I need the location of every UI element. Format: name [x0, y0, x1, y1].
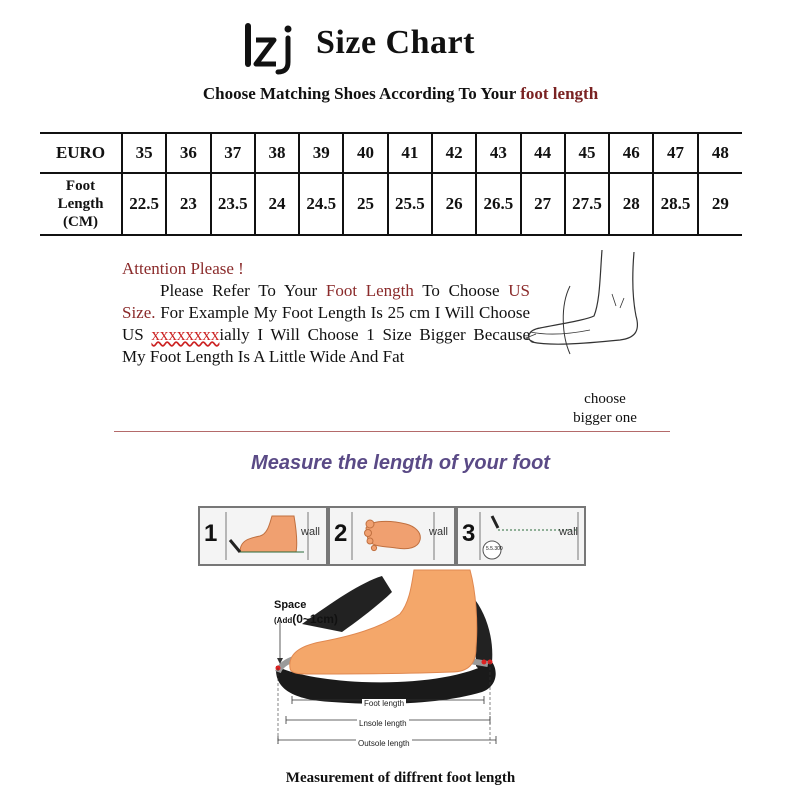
foot-length-row	[40, 173, 742, 235]
foot-length-measure-label: Foot length	[364, 699, 405, 708]
measure-step-2	[328, 506, 456, 566]
step-2-wall-label: wall	[429, 526, 448, 538]
foot-length-label-1: Foot	[65, 178, 96, 194]
foot-length-label	[40, 173, 122, 235]
foot-length-label-2: Length	[57, 196, 104, 212]
euro-size-cell: 37	[211, 133, 255, 173]
choose-note-line-1: choose	[584, 391, 626, 407]
measure-heading: Measure the length of your foot	[251, 452, 550, 474]
foot-length-label-3: (CM)	[63, 214, 98, 230]
attention-redacted: xxxxxxxx	[151, 325, 220, 344]
euro-size-cell: 40	[343, 133, 387, 173]
foot-length-cell: 29	[698, 173, 742, 235]
step-3-wall-label: wall	[559, 526, 578, 538]
foot-length-cell: 24.5	[299, 173, 343, 235]
step-2-number: 2	[334, 520, 348, 547]
foot-length-cell: 23.5	[211, 173, 255, 235]
step-3-badge: 5.5.300	[486, 546, 503, 552]
attention-text-1: Please Refer To Your	[160, 281, 318, 300]
choose-note-line-2: bigger one	[573, 410, 637, 426]
euro-size-cell: 36	[166, 133, 210, 173]
attention-text-4: ially I Will Choose 1 Size Bigger Because My Foot Length Is A Little Wide And Fat	[122, 325, 530, 366]
foot-length-cell: 24	[255, 173, 299, 235]
foot-length-cell: 28	[609, 173, 653, 235]
euro-size-cell: 44	[521, 133, 565, 173]
euro-size-cell: 35	[122, 133, 166, 173]
shoe-measurement-diagram	[262, 562, 512, 762]
step-3-number: 3	[462, 520, 476, 547]
subtitle	[0, 84, 801, 104]
step-1-number: 1	[204, 520, 218, 547]
section-divider	[114, 431, 670, 432]
foot-length-cell: 26.5	[476, 173, 520, 235]
diagram-caption: Measurement of diffrent foot length	[285, 770, 516, 786]
euro-row	[40, 133, 742, 173]
euro-size-cell: 43	[476, 133, 520, 173]
space-label: Space	[274, 599, 307, 611]
attention-text-3: For Example My Foot Length Is 25 cm I Will Choose US	[122, 303, 530, 344]
attention-heading: Attention Please !	[122, 259, 244, 278]
insole-length-measure-label: Lnsole length	[359, 719, 407, 728]
euro-size-cell: 39	[299, 133, 343, 173]
foot-length-cell: 27.5	[565, 173, 609, 235]
foot-length-cell: 28.5	[653, 173, 697, 235]
step-1-wall-label: wall	[301, 526, 320, 538]
euro-label: EURO	[40, 133, 122, 173]
space-add-label	[274, 612, 338, 626]
foot-length-cell: 22.5	[122, 173, 166, 235]
brand-logo	[240, 20, 302, 76]
space-add-prefix: (Add	[274, 616, 293, 625]
page-title: Size Chart	[316, 24, 475, 61]
foot-length-cell: 25.5	[388, 173, 432, 235]
outsole-length-measure-label: Outsole length	[358, 739, 410, 748]
euro-size-cell: 45	[565, 133, 609, 173]
attention-foot-length: Foot Length	[325, 281, 414, 300]
euro-size-cell: 41	[388, 133, 432, 173]
choose-bigger-note	[560, 390, 650, 428]
subtitle-highlight: foot length	[520, 84, 599, 103]
measure-step-1	[198, 506, 328, 566]
foot-length-cell: 27	[521, 173, 565, 235]
foot-length-cell: 25	[343, 173, 387, 235]
euro-size-cell: 47	[653, 133, 697, 173]
euro-size-cell: 42	[432, 133, 476, 173]
attention-text-2: To Choose	[422, 281, 500, 300]
measure-step-3	[456, 506, 586, 566]
euro-size-cell: 46	[609, 133, 653, 173]
space-add-range: (0~1cm)	[292, 612, 338, 626]
attention-note	[122, 258, 530, 368]
attention-us-size: US Size.	[122, 281, 530, 322]
size-table	[40, 132, 742, 236]
euro-size-cell: 48	[698, 133, 742, 173]
foot-sketch-illustration	[520, 246, 650, 386]
foot-length-cell: 26	[432, 173, 476, 235]
foot-length-cell: 23	[166, 173, 210, 235]
euro-size-cell: 38	[255, 133, 299, 173]
subtitle-text: Choose Matching Shoes According To Your	[202, 84, 516, 103]
